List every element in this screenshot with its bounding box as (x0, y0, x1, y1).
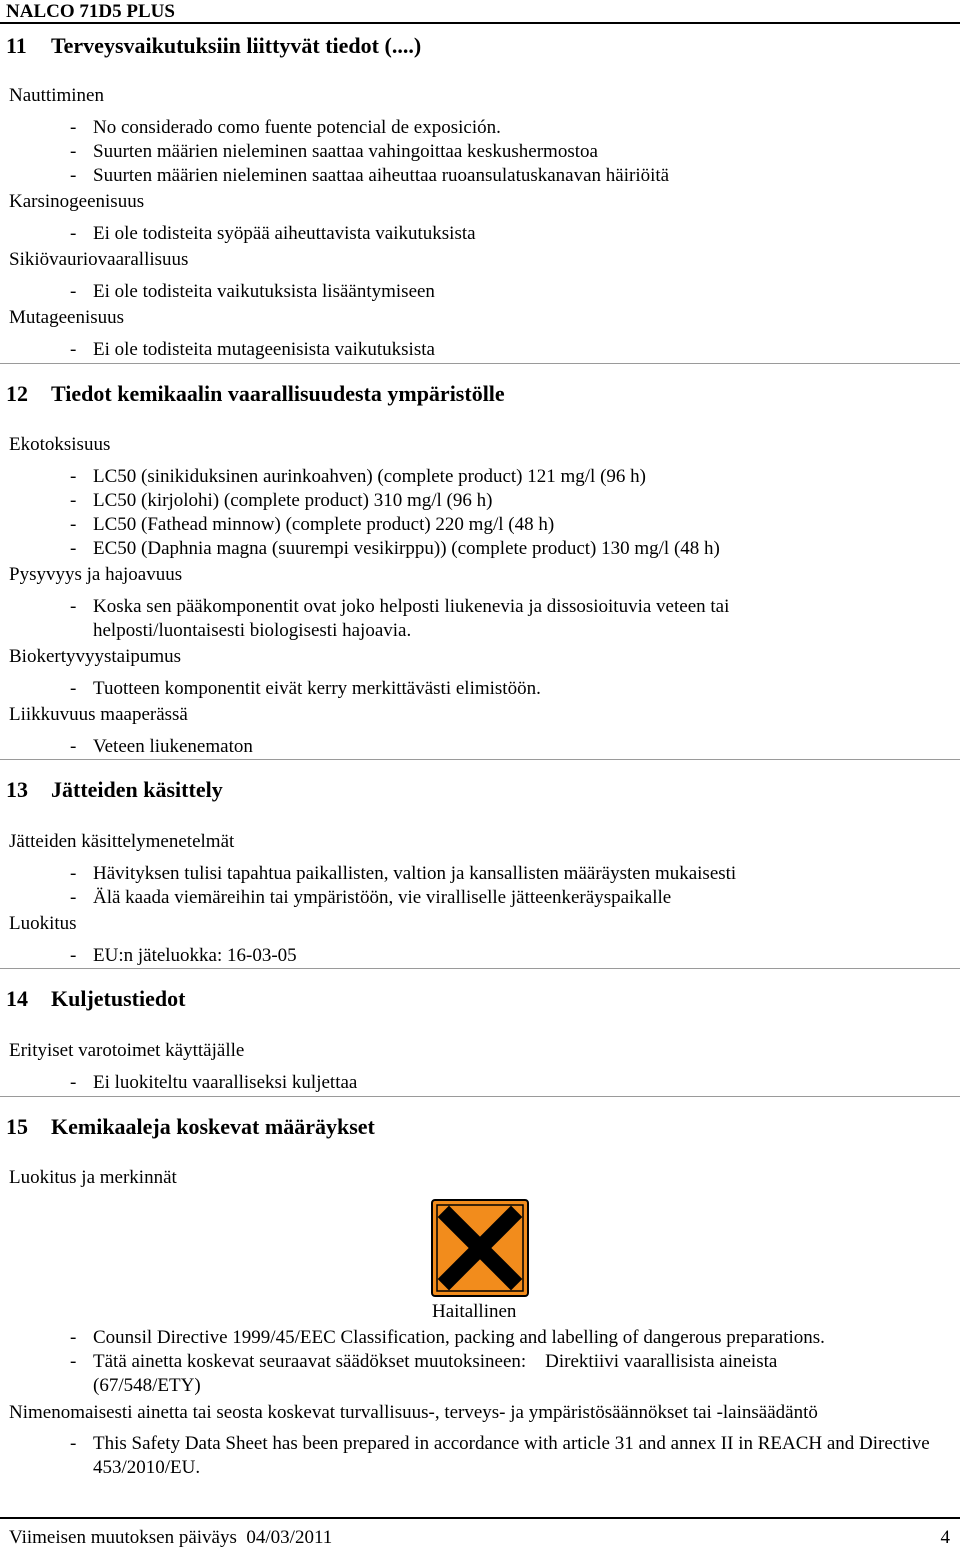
bullet-dash: - (70, 514, 77, 535)
list-item (70, 1350, 870, 1398)
subheading-sikiovauriovaarallisuus: Sikiövauriovaarallisuus (9, 249, 189, 270)
revision-date-value: 04/03/2011 (246, 1527, 333, 1548)
list-item: - Veteen liukenematon (70, 736, 253, 757)
list-item: - Suurten määrien nieleminen saattaa vahingoittaa keskushermostoa (70, 141, 598, 162)
bullet-dash: - (70, 165, 77, 186)
bullet-dash: - (70, 1433, 77, 1454)
directive-name: Direktiivi vaarallisista aineista (67/548/ETY) (93, 1351, 778, 1396)
section-12-heading (6, 380, 505, 408)
page-number: 4 (940, 1527, 950, 1548)
subheading-luokitus-ja-merkinnat: Luokitus ja merkinnät (9, 1167, 177, 1188)
section-14-heading (6, 985, 185, 1013)
bullet-dash: - (70, 490, 77, 511)
section-number: 15 (6, 1114, 28, 1139)
bullet-dash: - (70, 466, 77, 487)
subheading-luokitus: Luokitus (9, 913, 77, 934)
directive-intro: Tätä ainetta koskevat seuraavat säädökset muutoksineen: (93, 1351, 527, 1372)
bullet-dash: - (70, 945, 77, 966)
bullet-dash: - (70, 678, 77, 699)
section-number: 13 (6, 777, 28, 802)
subheading-nimenomaisesti: Nimenomaisesti ainetta tai seosta koskevat turvallisuus-, terveys- ja ympäristösäännökset tai -lainsäädäntö (9, 1402, 818, 1423)
bullet-dash: - (70, 339, 77, 360)
list-item: - Counsil Directive 1999/45/EEC Classification, packing and labelling of dangerous preparations. (70, 1327, 825, 1348)
list-item: - Ei ole todisteita syöpää aiheuttavista vaikutuksista (70, 223, 476, 244)
section-divider (0, 759, 960, 760)
subheading-karsinogeenisuus: Karsinogeenisuus (9, 191, 145, 212)
section-number: 11 (6, 33, 27, 58)
subheading-erityiset-varotoimet: Erityiset varotoimet käyttäjälle (9, 1040, 245, 1061)
section-title: Jätteiden käsittely (51, 777, 223, 802)
bullet-dash: - (70, 1072, 77, 1093)
bullet-dash: - (70, 281, 77, 302)
list-item: - Ei ole todisteita vaikutuksista lisääntymiseen (70, 281, 435, 302)
list-item: - This Safety Data Sheet has been prepared in accordance with article 31 and annex II in REACH and Directive 453/2010/EU. (70, 1433, 930, 1478)
footer-revision-date (9, 1526, 332, 1550)
list-item: - EC50 (Daphnia magna (suurempi vesikirppu)) (complete product) 130 mg/l (48 h) (70, 538, 720, 559)
section-15-heading (6, 1113, 375, 1141)
subheading-biokertyvyys: Biokertyvyystaipumus (9, 646, 182, 667)
list-item: - EU:n jäteluokka: 16-03-05 (70, 945, 297, 966)
bullet-dash: - (70, 1351, 77, 1372)
subheading-mutageenisuus: Mutageenisuus (9, 307, 125, 328)
bullet-dash: - (70, 736, 77, 757)
list-item: - Suurten määrien nieleminen saattaa aiheuttaa ruoansulatuskanavan häiriöitä (70, 165, 670, 186)
bullet-dash: - (70, 863, 77, 884)
section-number: 12 (6, 381, 28, 406)
subheading-ekotoksisuus: Ekotoksisuus (9, 434, 111, 455)
section-number: 14 (6, 986, 28, 1011)
subheading-nauttiminen: Nauttiminen (9, 85, 104, 106)
bullet-dash: - (70, 887, 77, 908)
harmful-x-icon (431, 1199, 529, 1297)
section-title: Terveysvaikutuksiin liittyvät tiedot (....) (51, 33, 422, 58)
product-name: NALCO 71D5 PLUS (6, 1, 175, 22)
section-divider (0, 1096, 960, 1097)
subheading-pysyvyys: Pysyvyys ja hajoavuus (9, 564, 183, 585)
bullet-dash: - (70, 1327, 77, 1348)
list-item: - Koska sen pääkomponentit ovat joko helposti liukenevia ja dissosioituvia veteen tai helposti/luontaisesti biologisesti hajoavia. (70, 596, 730, 641)
subheading-jatteiden-kasittelymenetelmat: Jätteiden käsittelymenetelmät (9, 831, 235, 852)
harmful-x-icon-graphic (431, 1199, 529, 1297)
list-item: - Ei ole todisteita mutageenisista vaikutuksista (70, 339, 435, 360)
section-title: Kemikaaleja koskevat määräykset (51, 1114, 375, 1139)
subheading-liikkuvuus: Liikkuvuus maaperässä (9, 704, 188, 725)
list-item: - Hävityksen tulisi tapahtua paikallisten, valtion ja kansallisten määräysten mukaisesti (70, 863, 737, 884)
section-11-heading (6, 32, 421, 60)
footer-rule (0, 1517, 960, 1519)
list-item: - No considerado como fuente potencial de exposición. (70, 117, 501, 138)
list-item: - Tuotteen komponentit eivät kerry merkittävästi elimistöön. (70, 678, 541, 699)
header-rule (0, 22, 960, 24)
hazard-label: Haitallinen (432, 1301, 517, 1322)
section-title: Tiedot kemikaalin vaarallisuudesta ympäristölle (51, 381, 505, 406)
list-item: - Älä kaada viemäreihin tai ympäristöön, vie viralliselle jätteenkeräyspaikalle (70, 887, 672, 908)
section-title: Kuljetustiedot (51, 986, 186, 1011)
list-item: - LC50 (sinikiduksinen aurinkoahven) (complete product) 121 mg/l (96 h) (70, 466, 646, 487)
section-divider (0, 363, 960, 364)
section-divider (0, 968, 960, 969)
list-item: - LC50 (Fathead minnow) (complete product) 220 mg/l (48 h) (70, 514, 555, 535)
section-13-heading (6, 776, 223, 804)
list-item: - LC50 (kirjolohi) (complete product) 310 mg/l (96 h) (70, 490, 493, 511)
revision-date-label: Viimeisen muutoksen päiväys (9, 1527, 237, 1548)
bullet-dash: - (70, 596, 77, 617)
bullet-dash: - (70, 141, 77, 162)
bullet-dash: - (70, 223, 77, 244)
list-item: - Ei luokiteltu vaaralliseksi kuljettaa (70, 1072, 358, 1093)
bullet-dash: - (70, 117, 77, 138)
bullet-dash: - (70, 538, 77, 559)
